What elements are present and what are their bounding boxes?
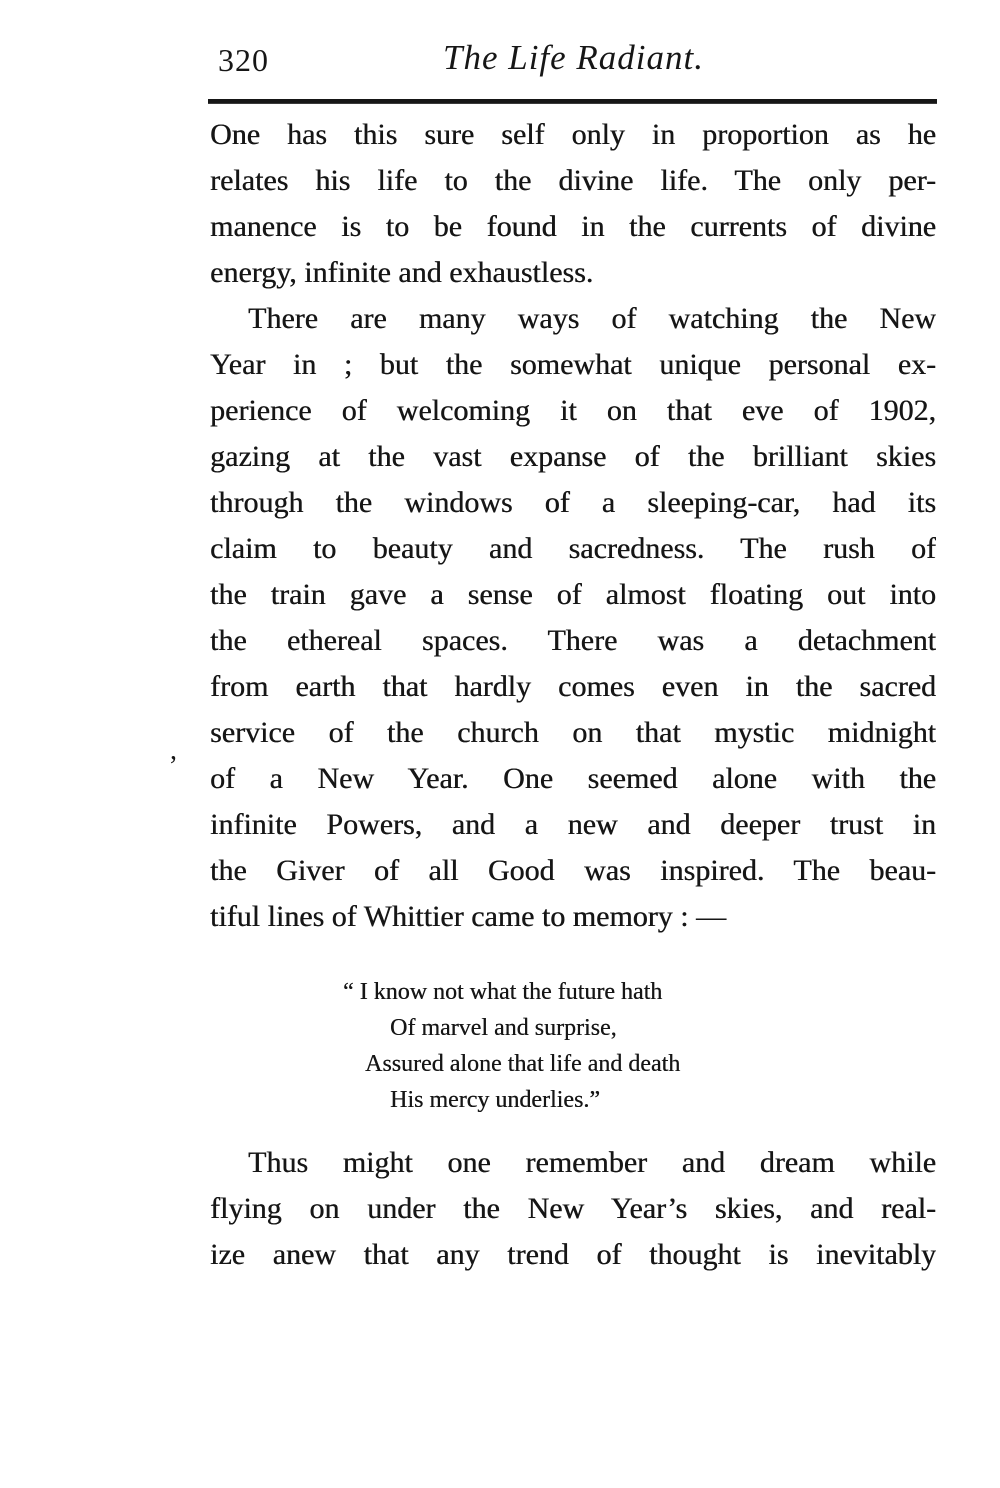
page-number: 320 xyxy=(218,42,269,78)
margin-mark: , xyxy=(170,735,177,766)
paragraph xyxy=(210,296,936,940)
poem-line: Assured alone that life and death xyxy=(365,1051,681,1077)
text-line: perience of welcoming it on that eve of 1902, xyxy=(210,394,936,427)
paragraph xyxy=(210,112,936,296)
text-line: the Giver of all Good was inspired. The beau- xyxy=(210,854,936,887)
closing-paragraph xyxy=(210,1140,936,1278)
text-line: infinite Powers, and a new and deeper trust in xyxy=(210,808,936,841)
text-line: ize anew that any trend of thought is inevitably xyxy=(210,1238,936,1271)
header-rule xyxy=(208,99,937,104)
poem-line: Of marvel and surprise, xyxy=(390,1015,617,1041)
text-line: of a New Year. One seemed alone with the xyxy=(210,762,936,795)
text-line: through the windows of a sleeping-car, had its xyxy=(210,486,936,519)
text-line: from earth that hardly comes even in the sacred xyxy=(210,670,936,703)
text-line: energy, infinite and exhaustless. xyxy=(210,256,594,289)
text-line: Year in ; but the somewhat unique personal ex- xyxy=(210,348,936,381)
poem-line: “ I know not what the future hath xyxy=(343,979,663,1005)
text-line: One has this sure self only in proportion as he xyxy=(210,118,936,151)
text-line: flying on under the New Year’s skies, and real- xyxy=(210,1192,936,1225)
text-line: the train gave a sense of almost floating out into xyxy=(210,578,936,611)
text-line: relates his life to the divine life. The only per- xyxy=(210,164,936,197)
text-line: tiful lines of Whittier came to memory : — xyxy=(210,900,726,933)
text-line: Thus might one remember and dream while xyxy=(248,1146,936,1179)
text-line: claim to beauty and sacredness. The rush of xyxy=(210,532,936,565)
text-line: There are many ways of watching the New xyxy=(248,302,936,335)
text-line: gazing at the vast expanse of the brilliant skies xyxy=(210,440,936,473)
text-line: manence is to be found in the currents of divine xyxy=(210,210,936,243)
text-line: the ethereal spaces. There was a detachment xyxy=(210,624,936,657)
text-line: service of the church on that mystic midnight xyxy=(210,716,936,749)
poem-line: His mercy underlies.” xyxy=(390,1087,600,1113)
poem-block xyxy=(343,974,863,1118)
body-paragraphs xyxy=(210,112,936,940)
paragraph xyxy=(210,1140,936,1278)
running-title: The Life Radiant. xyxy=(442,38,705,77)
